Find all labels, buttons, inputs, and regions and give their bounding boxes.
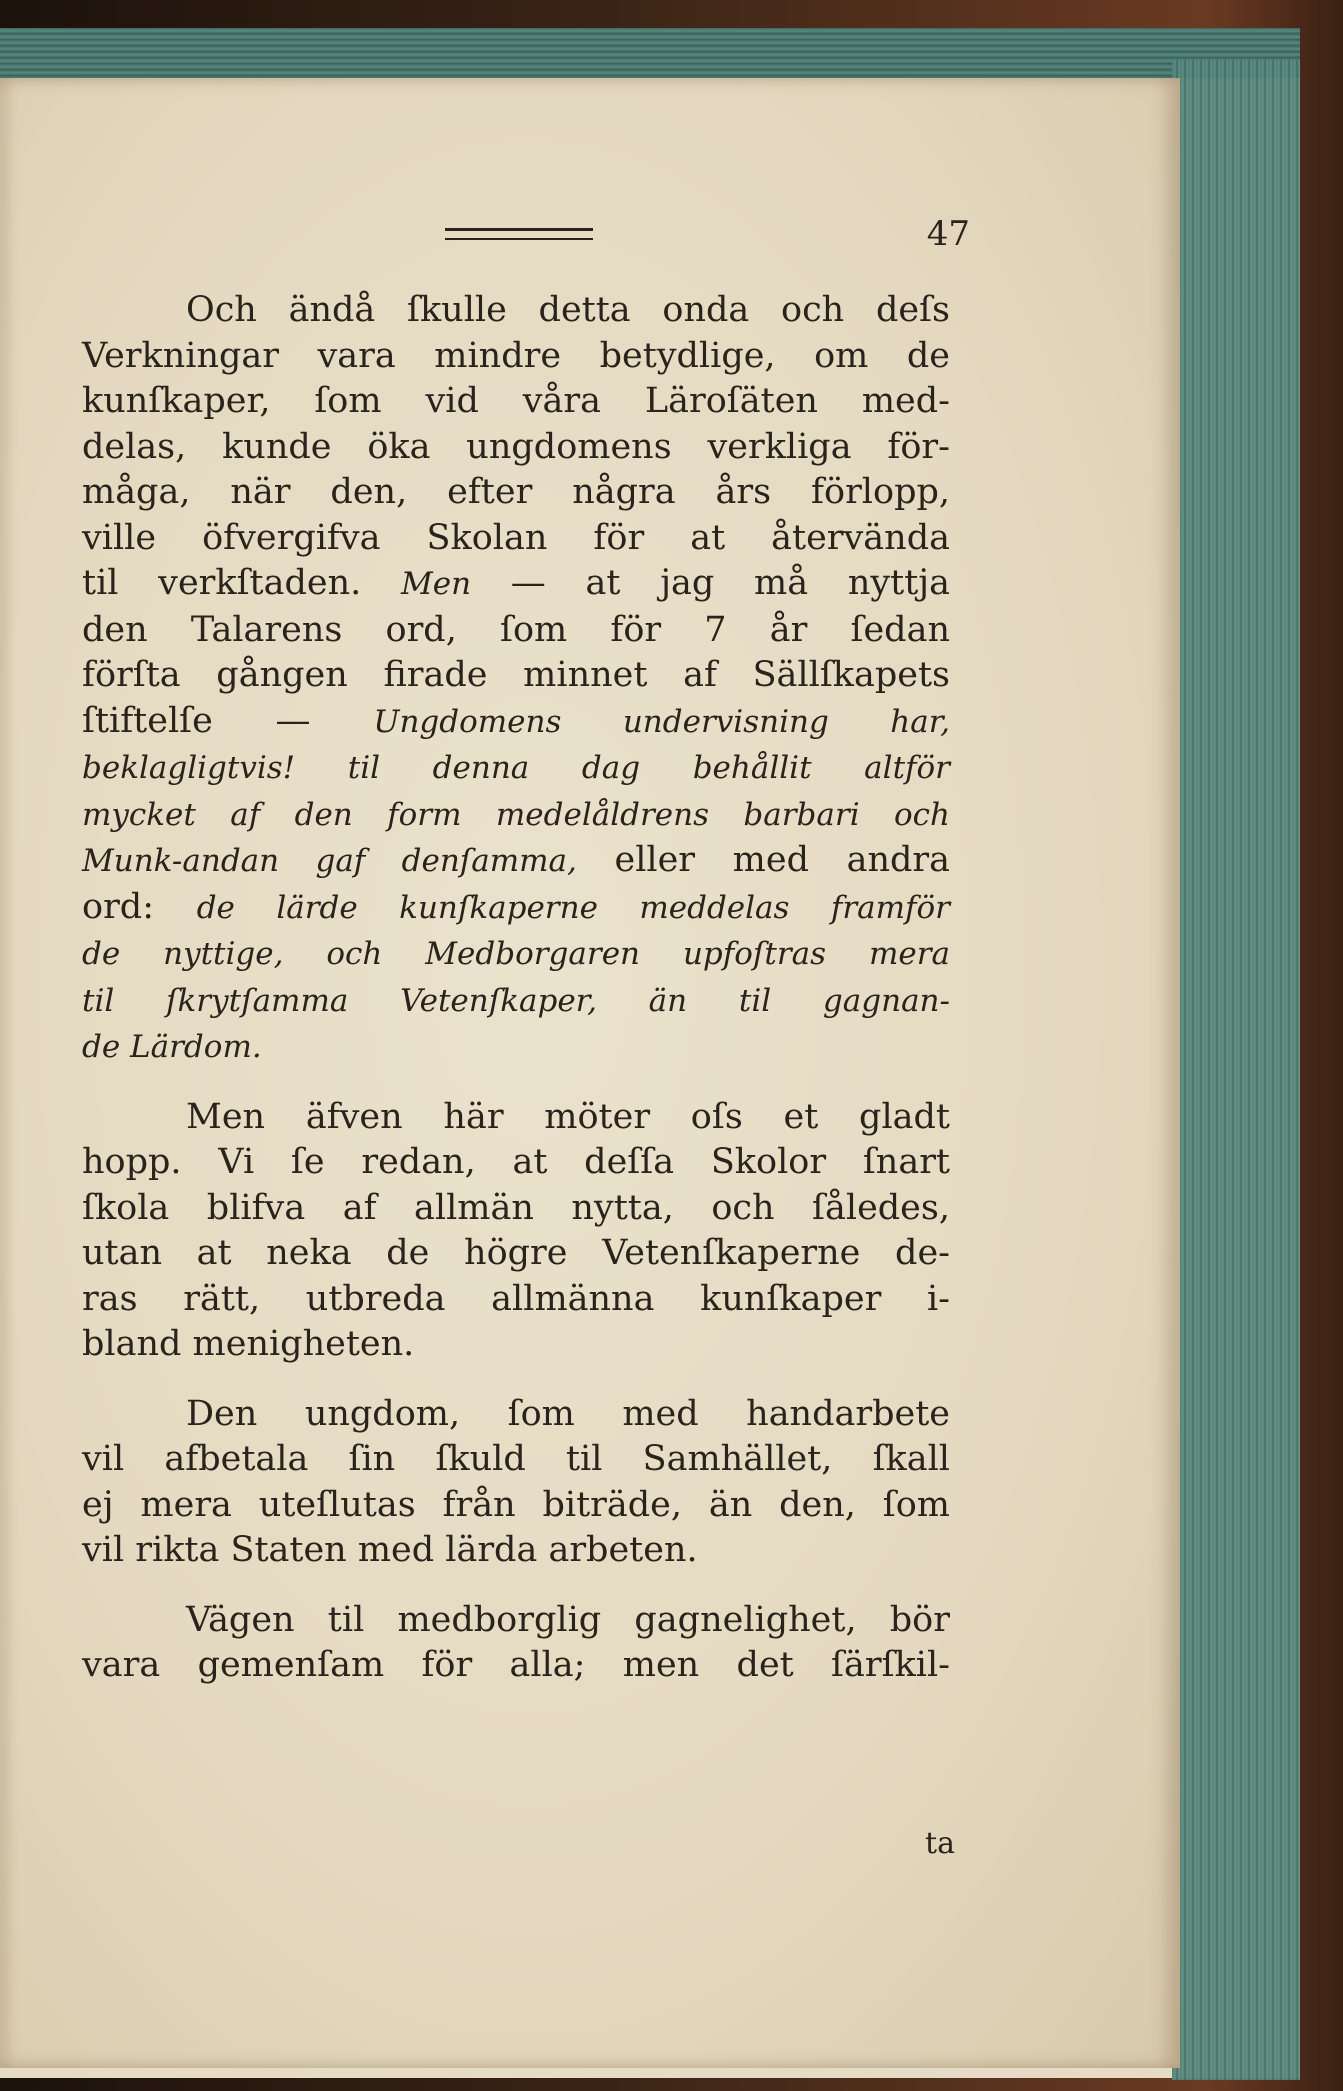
text-line bbox=[82, 608, 950, 654]
roman-text: ſkola blifva af allmän nytta, och ſåledes, bbox=[82, 1187, 950, 1228]
text-line bbox=[82, 1186, 950, 1232]
text-line bbox=[82, 288, 950, 334]
text-line bbox=[82, 470, 950, 516]
paragraph bbox=[82, 1095, 950, 1368]
italic-text: Ungdomens undervisning har, bbox=[373, 703, 951, 740]
text-line bbox=[82, 425, 950, 471]
fore-edge bbox=[1172, 60, 1300, 2080]
roman-text: vara gemenſam för alla; men det ſärſkil- bbox=[82, 1645, 950, 1685]
text-line bbox=[82, 745, 950, 792]
text-line bbox=[82, 653, 950, 699]
roman-text: ej mera uteſlutas från biträde, än den, ſom bbox=[82, 1484, 950, 1525]
italic-text: Munk-andan gaf denſamma, bbox=[82, 843, 577, 879]
roman-text: vil rikta Staten med lärda arbeten. bbox=[82, 1530, 698, 1570]
roman-text: Verkningar vara mindre betydlige, om de bbox=[82, 335, 950, 376]
roman-text: ſtiftelſe — bbox=[82, 700, 374, 741]
text-line bbox=[82, 516, 950, 562]
roman-text: hopp. Vi ſe redan, at deſſa Skolor ſnart bbox=[82, 1142, 950, 1182]
roman-text: vil afbetala ſin ſkuld til Samhället, ſkall bbox=[82, 1439, 950, 1479]
italic-text: de Lärdom. bbox=[82, 1029, 262, 1065]
italic-text: mycket af den form medelåldrens barbari och bbox=[82, 796, 950, 833]
text-line bbox=[82, 1140, 950, 1186]
roman-text: til verkſtaden. bbox=[82, 563, 402, 603]
page-number: 47 bbox=[926, 214, 970, 254]
text-line bbox=[82, 1483, 950, 1529]
text-line bbox=[82, 792, 950, 839]
text-line bbox=[82, 1095, 950, 1141]
roman-text: bland menigheten. bbox=[82, 1324, 415, 1364]
text-line bbox=[82, 334, 950, 380]
catchword: ta bbox=[925, 1826, 955, 1861]
roman-text: kunſkaper, ſom vid våra Läroſäten med- bbox=[82, 381, 950, 421]
roman-text: ord: bbox=[82, 886, 197, 927]
roman-text: utan at neka de högre Vetenſkaperne de- bbox=[82, 1233, 950, 1273]
paragraph bbox=[82, 1598, 950, 1689]
top-page-edge bbox=[0, 28, 1300, 78]
text-line bbox=[82, 1392, 950, 1438]
text-line bbox=[82, 978, 950, 1025]
roman-text: måga, när den, efter några års förlopp, bbox=[82, 472, 950, 512]
roman-text: Och ändå ſkulle detta onda och deſs bbox=[186, 290, 950, 330]
text-line bbox=[82, 838, 950, 885]
paragraph bbox=[82, 288, 950, 1071]
italic-text: til ſkrytſamma Vetenſkaper, än til gagnan- bbox=[82, 982, 950, 1019]
text-line bbox=[82, 379, 950, 425]
roman-text: den Talarens ord, ſom för 7 år ſedan bbox=[82, 609, 950, 650]
body-text bbox=[82, 288, 950, 1689]
text-line bbox=[82, 1598, 950, 1644]
text-line bbox=[82, 885, 950, 932]
italic-text: de nyttige, och Medborgaren upfoſtras mera bbox=[82, 936, 950, 972]
text-line bbox=[82, 1528, 950, 1574]
text-line bbox=[82, 931, 950, 978]
roman-text: eller med andra bbox=[576, 840, 951, 880]
header-rule bbox=[445, 228, 593, 240]
text-line bbox=[82, 1231, 950, 1277]
roman-text: Men äfven här möter oſs et gladt bbox=[186, 1096, 950, 1137]
text-line bbox=[82, 699, 950, 746]
text-line bbox=[82, 1277, 950, 1323]
text-line bbox=[82, 1437, 950, 1483]
roman-text: Den ungdom, ſom med handarbete bbox=[186, 1393, 950, 1434]
text-line bbox=[82, 561, 950, 608]
paragraph bbox=[82, 1392, 950, 1574]
italic-text: beklagligtvis! til denna dag behållit altför bbox=[82, 750, 950, 786]
text-line bbox=[82, 1024, 950, 1071]
roman-text: delas, kunde öka ungdomens verkliga för- bbox=[82, 426, 950, 467]
text-line bbox=[82, 1322, 950, 1368]
roman-text: ras rätt, utbreda allmänna kunſkaper i- bbox=[82, 1278, 950, 1319]
text-line bbox=[82, 1643, 950, 1689]
roman-text: — at jag må nyttja bbox=[471, 563, 950, 603]
roman-text: ville öfvergifva Skolan för at återvända bbox=[82, 517, 950, 558]
roman-text: Vägen til medborglig gagnelighet, bör bbox=[186, 1599, 950, 1640]
roman-text: förſta gången firade minnet af Sällſkapets bbox=[82, 655, 950, 695]
italic-text: de lärde kunſkaperne meddelas framför bbox=[196, 889, 950, 926]
italic-text: Men bbox=[401, 566, 472, 602]
